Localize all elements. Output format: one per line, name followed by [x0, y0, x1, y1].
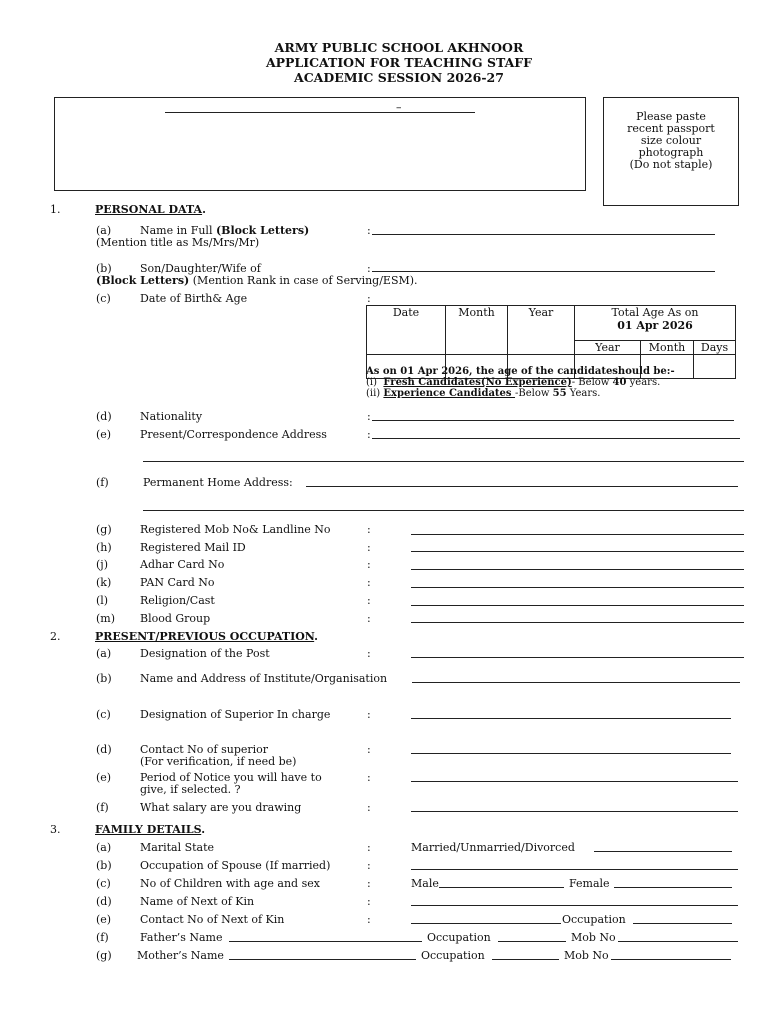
s1l-colon: : [367, 594, 371, 607]
s1h-colon: : [367, 541, 371, 554]
s1d-label: Nationality [140, 410, 203, 423]
s2f-label: What salary are you drawing [140, 801, 302, 814]
heading-line [165, 112, 475, 113]
s1c-colon: : [367, 292, 371, 305]
children-male-label: Male [411, 877, 439, 890]
email-field[interactable] [411, 551, 744, 552]
father-name-field[interactable] [229, 941, 422, 942]
mobile-field[interactable] [411, 534, 744, 535]
permanent-address-field[interactable] [306, 486, 738, 487]
s1c-label: Date of Birth& Age [140, 292, 248, 305]
age-total-header: Total Age As on 01 Apr 2026 [575, 306, 736, 341]
superior-field[interactable] [411, 718, 731, 719]
notice-period-field[interactable] [411, 781, 738, 782]
s2a-colon: : [367, 647, 371, 660]
s3c-tag: (c) [96, 877, 111, 890]
s3b-colon: : [367, 859, 371, 872]
s2c-tag: (c) [96, 708, 111, 721]
mother-occupation-field[interactable] [492, 959, 559, 960]
s1g-label: Registered Mob No& Landline No [140, 523, 331, 536]
age-note-head: As on 01 Apr 2026, the age of the candidateshould be:- [366, 366, 675, 377]
s1j-colon: : [367, 558, 371, 571]
s2d-colon: : [367, 743, 371, 756]
s3g-label: Mother’s Name [137, 949, 224, 962]
s1d-tag: (d) [96, 410, 112, 423]
spouse-occupation-field[interactable] [411, 869, 738, 870]
sec2-number: 2. [50, 630, 61, 643]
s3a-label: Marital State [140, 841, 215, 854]
blood-group-field[interactable] [411, 622, 744, 623]
sec1-number: 1. [50, 203, 61, 216]
father-occupation-field[interactable] [498, 941, 566, 942]
kin-contact-field[interactable] [411, 923, 561, 924]
s3d-colon: : [367, 895, 371, 908]
s3c-label: No of Children with age and sex [140, 877, 320, 890]
s1j-tag: (j) [96, 558, 108, 571]
age-days-cell[interactable] [694, 355, 736, 379]
age-sub-days: Days [694, 341, 736, 355]
s3d-tag: (d) [96, 895, 112, 908]
present-address-field[interactable] [372, 438, 740, 439]
adhar-field[interactable] [411, 569, 744, 570]
relation-field[interactable] [372, 271, 715, 272]
s2e-label2: give, if selected. ? [140, 783, 241, 796]
s3a-tag: (a) [96, 841, 112, 854]
sec1-title: PERSONAL DATA. [95, 203, 206, 216]
s1l-label: Religion/Cast [140, 594, 215, 607]
s1g-tag: (g) [96, 523, 112, 536]
s3b-label: Occupation of Spouse (If married) [140, 859, 331, 872]
session-title: ACADEMIC SESSION 2026-27 [294, 70, 504, 85]
s1b-colon: : [367, 262, 371, 275]
s3f-tag: (f) [96, 931, 109, 944]
s2f-tag: (f) [96, 801, 109, 814]
s1k-colon: : [367, 576, 371, 589]
form-title: APPLICATION FOR TEACHING STAFF [265, 55, 533, 70]
s3f-label: Father’s Name [140, 931, 223, 944]
s2e-label: Period of Notice you will have to [140, 771, 322, 784]
s1l-tag: (l) [96, 594, 109, 607]
s1f-tag: (f) [96, 476, 109, 489]
s3b-tag: (b) [96, 859, 112, 872]
s1b-label: Son/Daughter/Wife of [140, 262, 261, 275]
s1h-label: Registered Mail ID [140, 541, 246, 554]
salary-field[interactable] [411, 811, 738, 812]
s2d-label: Contact No of superior [140, 743, 269, 756]
marital-options: Married/Unmarried/Divorced [411, 841, 575, 854]
s1a-colon: : [367, 224, 371, 237]
s1f-label: Permanent Home Address: [143, 476, 293, 489]
s3e-label: Contact No of Next of Kin [140, 913, 285, 926]
s3a-colon: : [367, 841, 371, 854]
age-note-fresh: (i) Fresh Candidates(No Experience)- Below 40 years. [366, 377, 661, 388]
mother-occupation-label: Occupation [421, 949, 485, 962]
mother-mob-field[interactable] [611, 959, 731, 960]
s1g-colon: : [367, 523, 371, 536]
mother-name-field[interactable] [229, 959, 416, 960]
mother-mob-label: Mob No [564, 949, 609, 962]
s1d-colon: : [367, 410, 371, 423]
s2c-label: Designation of Superior In charge [140, 708, 331, 721]
s1k-label: PAN Card No [140, 576, 215, 589]
school-name: ARMY PUBLIC SCHOOL AKHNOOR [274, 40, 524, 55]
photo-line-5: (Do not staple) [629, 158, 713, 171]
s1k-tag: (k) [96, 576, 112, 589]
children-male-field[interactable] [439, 887, 564, 888]
institute-field[interactable] [412, 682, 740, 683]
age-sub-year: Year [575, 341, 641, 355]
s1a-tag: (a) [96, 224, 112, 237]
heading-dash: – [396, 101, 402, 114]
s3g-tag: (g) [96, 949, 112, 962]
sec3-number: 3. [50, 823, 61, 836]
s2a-label: Designation of the Post [140, 647, 270, 660]
photo-line-3: size colour [640, 134, 702, 147]
s2b-label: Name and Address of Institute/Organisation [140, 672, 388, 685]
s1m-colon: : [367, 612, 371, 625]
s1m-label: Blood Group [140, 612, 211, 625]
photo-box[interactable] [603, 97, 739, 206]
children-female-field[interactable] [614, 887, 732, 888]
s2c-colon: : [367, 708, 371, 721]
sec2-title: PRESENT/PREVIOUS OCCUPATION. [95, 630, 319, 643]
designation-field[interactable] [411, 657, 744, 658]
age-col-month: Month [446, 306, 508, 355]
s1e-tag: (e) [96, 428, 112, 441]
marital-field[interactable] [594, 851, 732, 852]
s1a-note: (Mention title as Ms/Mrs/Mr) [96, 236, 260, 249]
superior-contact-field[interactable] [411, 753, 731, 754]
s1e-colon: : [367, 428, 371, 441]
sec3-title: FAMILY DETAILS. [95, 823, 206, 836]
permanent-address-field-2[interactable] [143, 510, 744, 511]
s3e-tag: (e) [96, 913, 112, 926]
father-mob-field[interactable] [618, 941, 738, 942]
nationality-field[interactable] [372, 420, 734, 421]
s2a-tag: (a) [96, 647, 112, 660]
s2d-label2: (For verification, if need be) [140, 755, 297, 768]
s1a-label: Name in Full (Block Letters) [140, 224, 310, 237]
s2f-colon: : [367, 801, 371, 814]
photo-line-4: photograph [638, 146, 704, 159]
age-col-year: Year [508, 306, 575, 355]
photo-line-1: Please paste [636, 110, 706, 123]
children-female-label: Female [569, 877, 610, 890]
s1b-note: (Block Letters) (Mention Rank in case of Serving/ESM). [96, 274, 418, 287]
s1h-tag: (h) [96, 541, 112, 554]
father-occupation-label: Occupation [427, 931, 491, 944]
s2e-tag: (e) [96, 771, 112, 784]
kin-occupation-field[interactable] [633, 923, 732, 924]
s1m-tag: (m) [96, 612, 116, 625]
father-mob-label: Mob No [571, 931, 616, 944]
pan-field[interactable] [411, 587, 744, 588]
s2b-tag: (b) [96, 672, 112, 685]
age-col-date: Date [367, 306, 446, 355]
s1e-label: Present/Correspondence Address [140, 428, 327, 441]
religion-field[interactable] [411, 605, 744, 606]
kin-occupation-label: Occupation [562, 913, 626, 926]
s3d-label: Name of Next of Kin [140, 895, 255, 908]
s1j-label: Adhar Card No [140, 558, 225, 571]
s3c-colon: : [367, 877, 371, 890]
present-address-field-2[interactable] [143, 461, 744, 462]
s3e-colon: : [367, 913, 371, 926]
next-of-kin-field[interactable] [411, 905, 738, 906]
name-field[interactable] [372, 234, 715, 235]
s1b-tag: (b) [96, 262, 112, 275]
photo-line-2: recent passport [627, 122, 715, 135]
s1c-tag: (c) [96, 292, 111, 305]
age-note-experienced: (ii) Experience Candidates -Below 55 Years. [366, 388, 601, 399]
s2e-colon: : [367, 771, 371, 784]
s2d-tag: (d) [96, 743, 112, 756]
age-sub-month: Month [641, 341, 694, 355]
